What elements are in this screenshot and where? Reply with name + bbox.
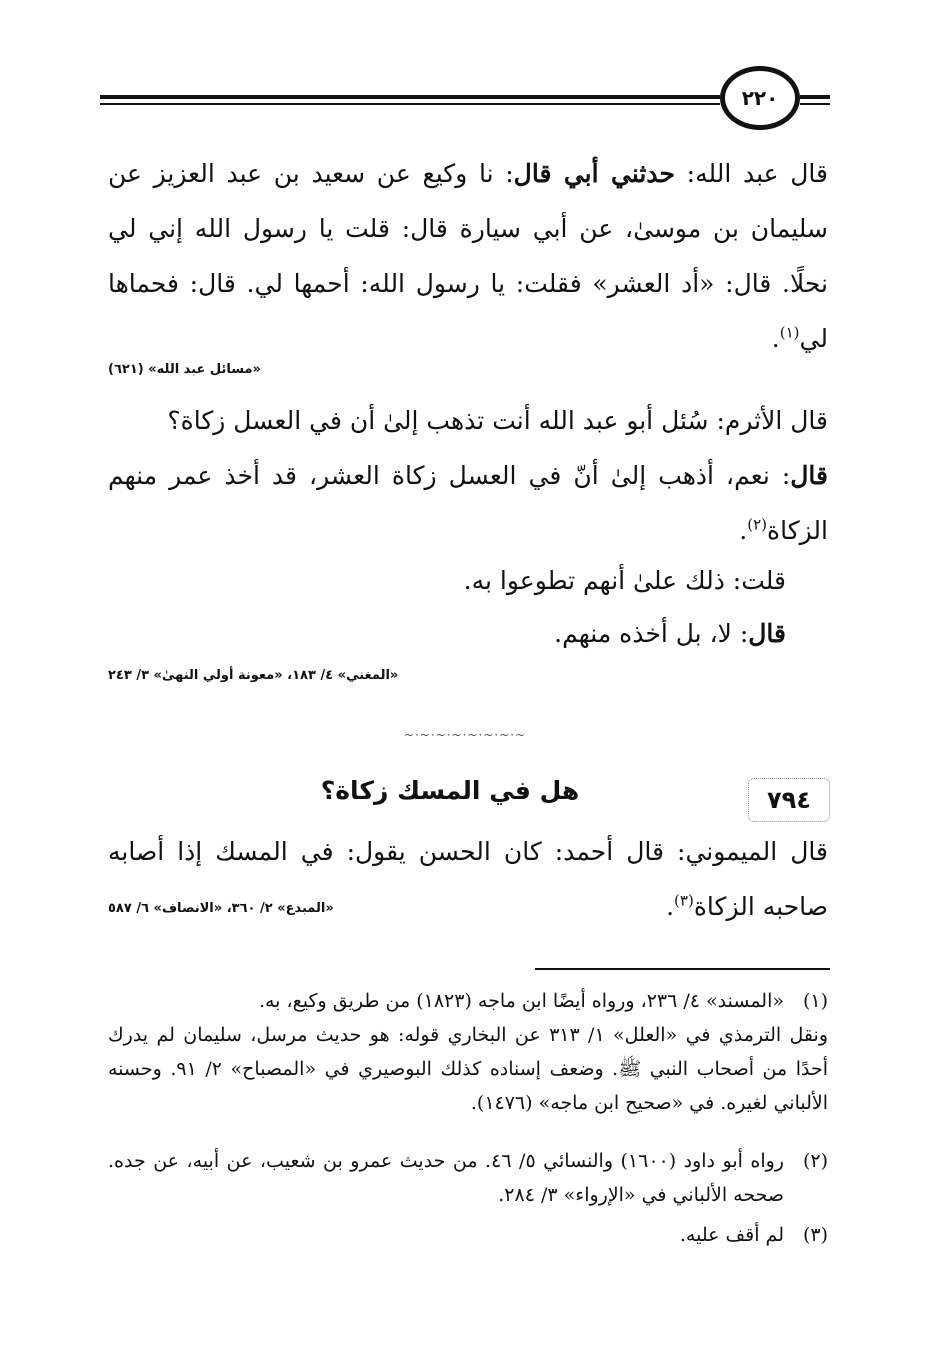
source-citation: «المبدع» ٢/ ٣٦٠، «الانصاف» ٦/ ٥٨٧ [108, 901, 334, 916]
header-rule-right-thin [800, 103, 830, 105]
header-rule [100, 95, 720, 99]
header-rule-thin [100, 103, 720, 105]
footnote-1 [108, 984, 828, 1120]
text: قال عبد الله: [674, 159, 829, 188]
text: : لا، بل أخذه منهم. [554, 619, 749, 648]
footnote-number: (٢) [802, 1150, 828, 1172]
footnote-text: رواه أبو داود (١٦٠٠) والنسائي ٥/ ٤٦. من حديث عمرو بن شعيب، عن أبيه، عن جده. صححه الألباني في «الإرواء» ٣/ ٢٨٤. [108, 1150, 784, 1206]
section-divider-ornament: ~·~·~·~·~·~·~·~ [403, 728, 527, 742]
source-citation: «مسائل عبد الله» (٦٢١) [108, 362, 261, 377]
paragraph-5 [108, 606, 786, 661]
footnote-ref[interactable]: (٣) [674, 891, 694, 910]
footnote-number: (١) [802, 990, 828, 1012]
bold-text: قال [748, 619, 786, 648]
text: قال الميموني: قال أحمد: كان الحسن يقول: في المسك إذا أصابه صاحبه الزكاة [108, 837, 828, 921]
text: . [666, 892, 675, 921]
text: . [739, 516, 748, 545]
footnote-continuation: ونقل الترمذي في «العلل» ١/ ٣١٣ عن البخاري قوله: هو حديث مرسل، سليمان لم يدرك أحدًا من أصحاب النبي ﷺ. وضعف إسناده كذلك البوصيري في «المصباح» ٢/ ٩١. وحسنه الألباني لغيره. في «صحيح ابن ماجه» (١٤٧٦). [108, 1024, 828, 1114]
paragraph-1 [108, 146, 828, 366]
section-title: هل في المسك زكاة؟ [320, 776, 580, 805]
paragraph-2: قال الأثرم: سُئل أبو عبد الله أنت تذهب إلىٰ أن في العسل زكاة؟ [167, 406, 828, 435]
footnote-3 [108, 1218, 828, 1252]
header-rule-right [800, 95, 830, 99]
footnote-ref[interactable]: (١) [779, 323, 800, 342]
footnote-text: لم أقف عليه. [679, 1224, 784, 1246]
text: : نعم، أذهب إلىٰ أنّ في العسل زكاة العشر، قد أخذ عمر منهم الزكاة [108, 461, 828, 545]
section-number: ٧٩٤ [767, 786, 811, 814]
text: . [771, 324, 780, 353]
footnote-separator [535, 968, 830, 970]
footnote-ref[interactable]: (٢) [747, 515, 768, 534]
paragraph-3 [108, 448, 828, 558]
footnote-2 [108, 1144, 828, 1212]
footnote-number: (٣) [802, 1224, 828, 1246]
source-citation: «المغني» ٤/ ١٨٣، «معونة أولي النهىٰ» ٣/ ٢٤٣ [108, 668, 399, 683]
bold-text: قال [790, 461, 828, 490]
page-number: ٢٢٠ [741, 86, 779, 110]
section-number-badge [748, 778, 830, 822]
text: : نا وكيع عن سعيد بن عبد العزيز عن سليمان بن موسىٰ، عن أبي سيارة قال: قلت يا رسول الله إني لي نحلًا. قال: «أد العشر» فقلت: يا رسول الله: أحمها لي. قال: فحماها لي [108, 159, 828, 353]
section-paragraph [108, 824, 828, 934]
page-number-badge [720, 66, 800, 130]
paragraph-4: قلت: ذلك علىٰ أنهم تطوعوا به. [463, 566, 786, 595]
footnote-text: «المسند» ٤/ ٢٣٦، ورواه أيضًا ابن ماجه (١٨٢٣) من طريق وكيع، به. [258, 990, 784, 1012]
bold-text: حدثني أبي قال [513, 159, 675, 188]
